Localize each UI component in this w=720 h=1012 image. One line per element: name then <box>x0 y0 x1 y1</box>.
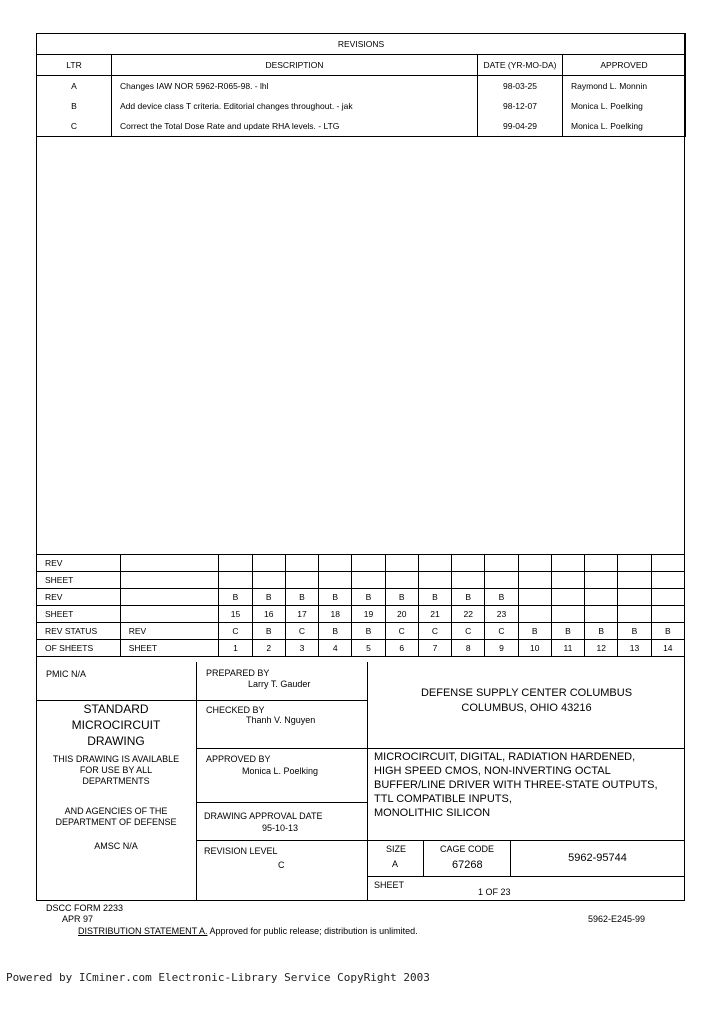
distribution-text: Approved for public release; distribution is unlimited. <box>207 926 418 936</box>
status-cell: B <box>352 623 385 640</box>
status-cell: B <box>252 623 285 640</box>
pmic-label: PMIC N/A <box>46 669 87 679</box>
sheet-of-value: 1 OF 23 <box>478 887 511 897</box>
status-cell: B <box>551 623 584 640</box>
title-block-right <box>368 662 685 901</box>
size-label: SIZE <box>386 844 407 854</box>
status-cell: C <box>385 623 418 640</box>
revisions-table <box>36 33 686 137</box>
status-cell: 18 <box>319 606 352 623</box>
drawing-number: 5962-95744 <box>568 852 627 864</box>
header-date: DATE (YR-MO-DA) <box>478 55 563 76</box>
availability-line-2: FOR USE BY ALL <box>79 765 153 775</box>
prepared-by-label: PREPARED BY <box>206 668 270 678</box>
status-cell: 16 <box>252 606 285 623</box>
checked-by-name: Thanh V. Nguyen <box>246 715 316 725</box>
title-line-4: TTL COMPATIBLE INPUTS, <box>374 793 512 805</box>
dscc-line-1: DEFENSE SUPPLY CENTER COLUMBUS <box>420 687 633 699</box>
form-number: DSCC FORM 2233 <box>46 903 124 913</box>
amsc-label: AMSC N/A <box>94 841 138 851</box>
status-cell: B <box>485 589 518 606</box>
rev-status-label: REV STATUS <box>37 623 121 640</box>
status-cell: B <box>319 589 352 606</box>
status-cell: 1 <box>219 640 252 657</box>
status-cell: 9 <box>485 640 518 657</box>
status-cell: B <box>618 623 651 640</box>
header-approved: APPROVED <box>563 55 686 76</box>
status-cell: B <box>252 589 285 606</box>
status-cell: 19 <box>352 606 385 623</box>
dscc-line-2: COLUMBUS, OHIO 43216 <box>461 702 592 714</box>
of-sheets-label: OF SHEETS <box>37 640 121 657</box>
status-cell: 15 <box>219 606 252 623</box>
cage-code-value: 67268 <box>452 859 483 871</box>
title-block-middle <box>196 662 368 901</box>
status-cell: B <box>352 589 385 606</box>
status-cell: B <box>219 589 252 606</box>
revision-row: A Changes IAW NOR 5962-R065-98. - lhl 98-03-25 Raymond L. Monnin <box>37 76 686 97</box>
status-cell: 4 <box>319 640 352 657</box>
status-cell: C <box>285 623 318 640</box>
cage-code-label: CAGE CODE <box>440 844 495 854</box>
prepared-by-name: Larry T. Gauder <box>248 679 311 689</box>
form-date: APR 97 <box>62 914 94 924</box>
standard-line-2: MICROCIRCUIT <box>71 718 161 732</box>
sheet-label: SHEET <box>374 880 405 890</box>
status-cell: B <box>585 623 618 640</box>
availability-line-1: THIS DRAWING IS AVAILABLE <box>52 754 180 764</box>
status-cell: C <box>219 623 252 640</box>
status-cell: 10 <box>518 640 551 657</box>
distribution-statement <box>78 926 418 937</box>
status-cell: C <box>452 623 485 640</box>
header-description: DESCRIPTION <box>112 55 478 76</box>
status-cell: 13 <box>618 640 651 657</box>
standard-line-1: STANDARD <box>83 702 149 716</box>
row1-rev-label: REV <box>37 555 121 572</box>
status-cell: 7 <box>418 640 451 657</box>
title-line-5: MONOLITHIC SILICON <box>374 807 491 819</box>
checked-by-label: CHECKED BY <box>206 705 265 715</box>
row2-rev-label: REV <box>37 589 121 606</box>
approved-by-label: APPROVED BY <box>206 754 271 764</box>
status-cell: 12 <box>585 640 618 657</box>
row3-sheet-label: SHEET <box>120 640 219 657</box>
distribution-label: DISTRIBUTION STATEMENT A. <box>78 926 208 936</box>
revisions-title: REVISIONS <box>37 34 686 55</box>
status-cell: 23 <box>485 606 518 623</box>
status-cell: 21 <box>418 606 451 623</box>
title-block-left <box>36 662 196 901</box>
status-cell: 2 <box>252 640 285 657</box>
status-cell: 20 <box>385 606 418 623</box>
status-cell: B <box>518 623 551 640</box>
status-cell: 22 <box>452 606 485 623</box>
revision-level-label: REVISION LEVEL <box>204 846 278 856</box>
status-cell: B <box>385 589 418 606</box>
row2-sheet-label: SHEET <box>37 606 121 623</box>
status-cell: 17 <box>285 606 318 623</box>
header-ltr: LTR <box>37 55 112 76</box>
status-cell: B <box>418 589 451 606</box>
status-cell: 3 <box>285 640 318 657</box>
status-cell: B <box>651 623 684 640</box>
status-cell: 8 <box>452 640 485 657</box>
status-cell: B <box>452 589 485 606</box>
title-line-3: BUFFER/LINE DRIVER WITH THREE-STATE OUTPUTS, <box>374 779 658 791</box>
form-code: 5962-E245-99 <box>588 914 646 924</box>
row1-sheet-label: SHEET <box>37 572 121 589</box>
row3-rev-label: REV <box>120 623 219 640</box>
revision-level: C <box>278 860 285 870</box>
approved-by-name: Monica L. Poelking <box>242 766 319 776</box>
status-cell: 6 <box>385 640 418 657</box>
revision-row: B Add device class T criteria. Editorial changes throughout. - jak 98-12-07 Monica L. Poelking <box>37 96 686 116</box>
standard-line-3: DRAWING <box>87 734 145 748</box>
status-cell: B <box>285 589 318 606</box>
status-cell: 5 <box>352 640 385 657</box>
agencies-line-2: DEPARTMENT OF DEFENSE <box>55 817 177 827</box>
powered-by-footer: Powered by ICminer.com Electronic-Library Service CopyRight 2003 <box>6 971 430 984</box>
title-line-1: MICROCIRCUIT, DIGITAL, RADIATION HARDENED, <box>374 751 636 763</box>
sheet-status-table <box>36 554 685 657</box>
status-cell: C <box>485 623 518 640</box>
approval-date-label: DRAWING APPROVAL DATE <box>204 811 323 821</box>
status-cell: 11 <box>551 640 584 657</box>
status-cell: B <box>319 623 352 640</box>
size-value: A <box>392 859 399 869</box>
revision-row: C Correct the Total Dose Rate and update RHA levels. - LTG 99-04-29 Monica L. Poelking <box>37 116 686 137</box>
approval-date: 95-10-13 <box>262 823 299 833</box>
agencies-line-1: AND AGENCIES OF THE <box>64 806 168 816</box>
status-cell: 14 <box>651 640 684 657</box>
availability-line-3: DEPARTMENTS <box>82 776 150 786</box>
title-line-2: HIGH SPEED CMOS, NON-INVERTING OCTAL <box>374 765 611 777</box>
status-cell: C <box>418 623 451 640</box>
